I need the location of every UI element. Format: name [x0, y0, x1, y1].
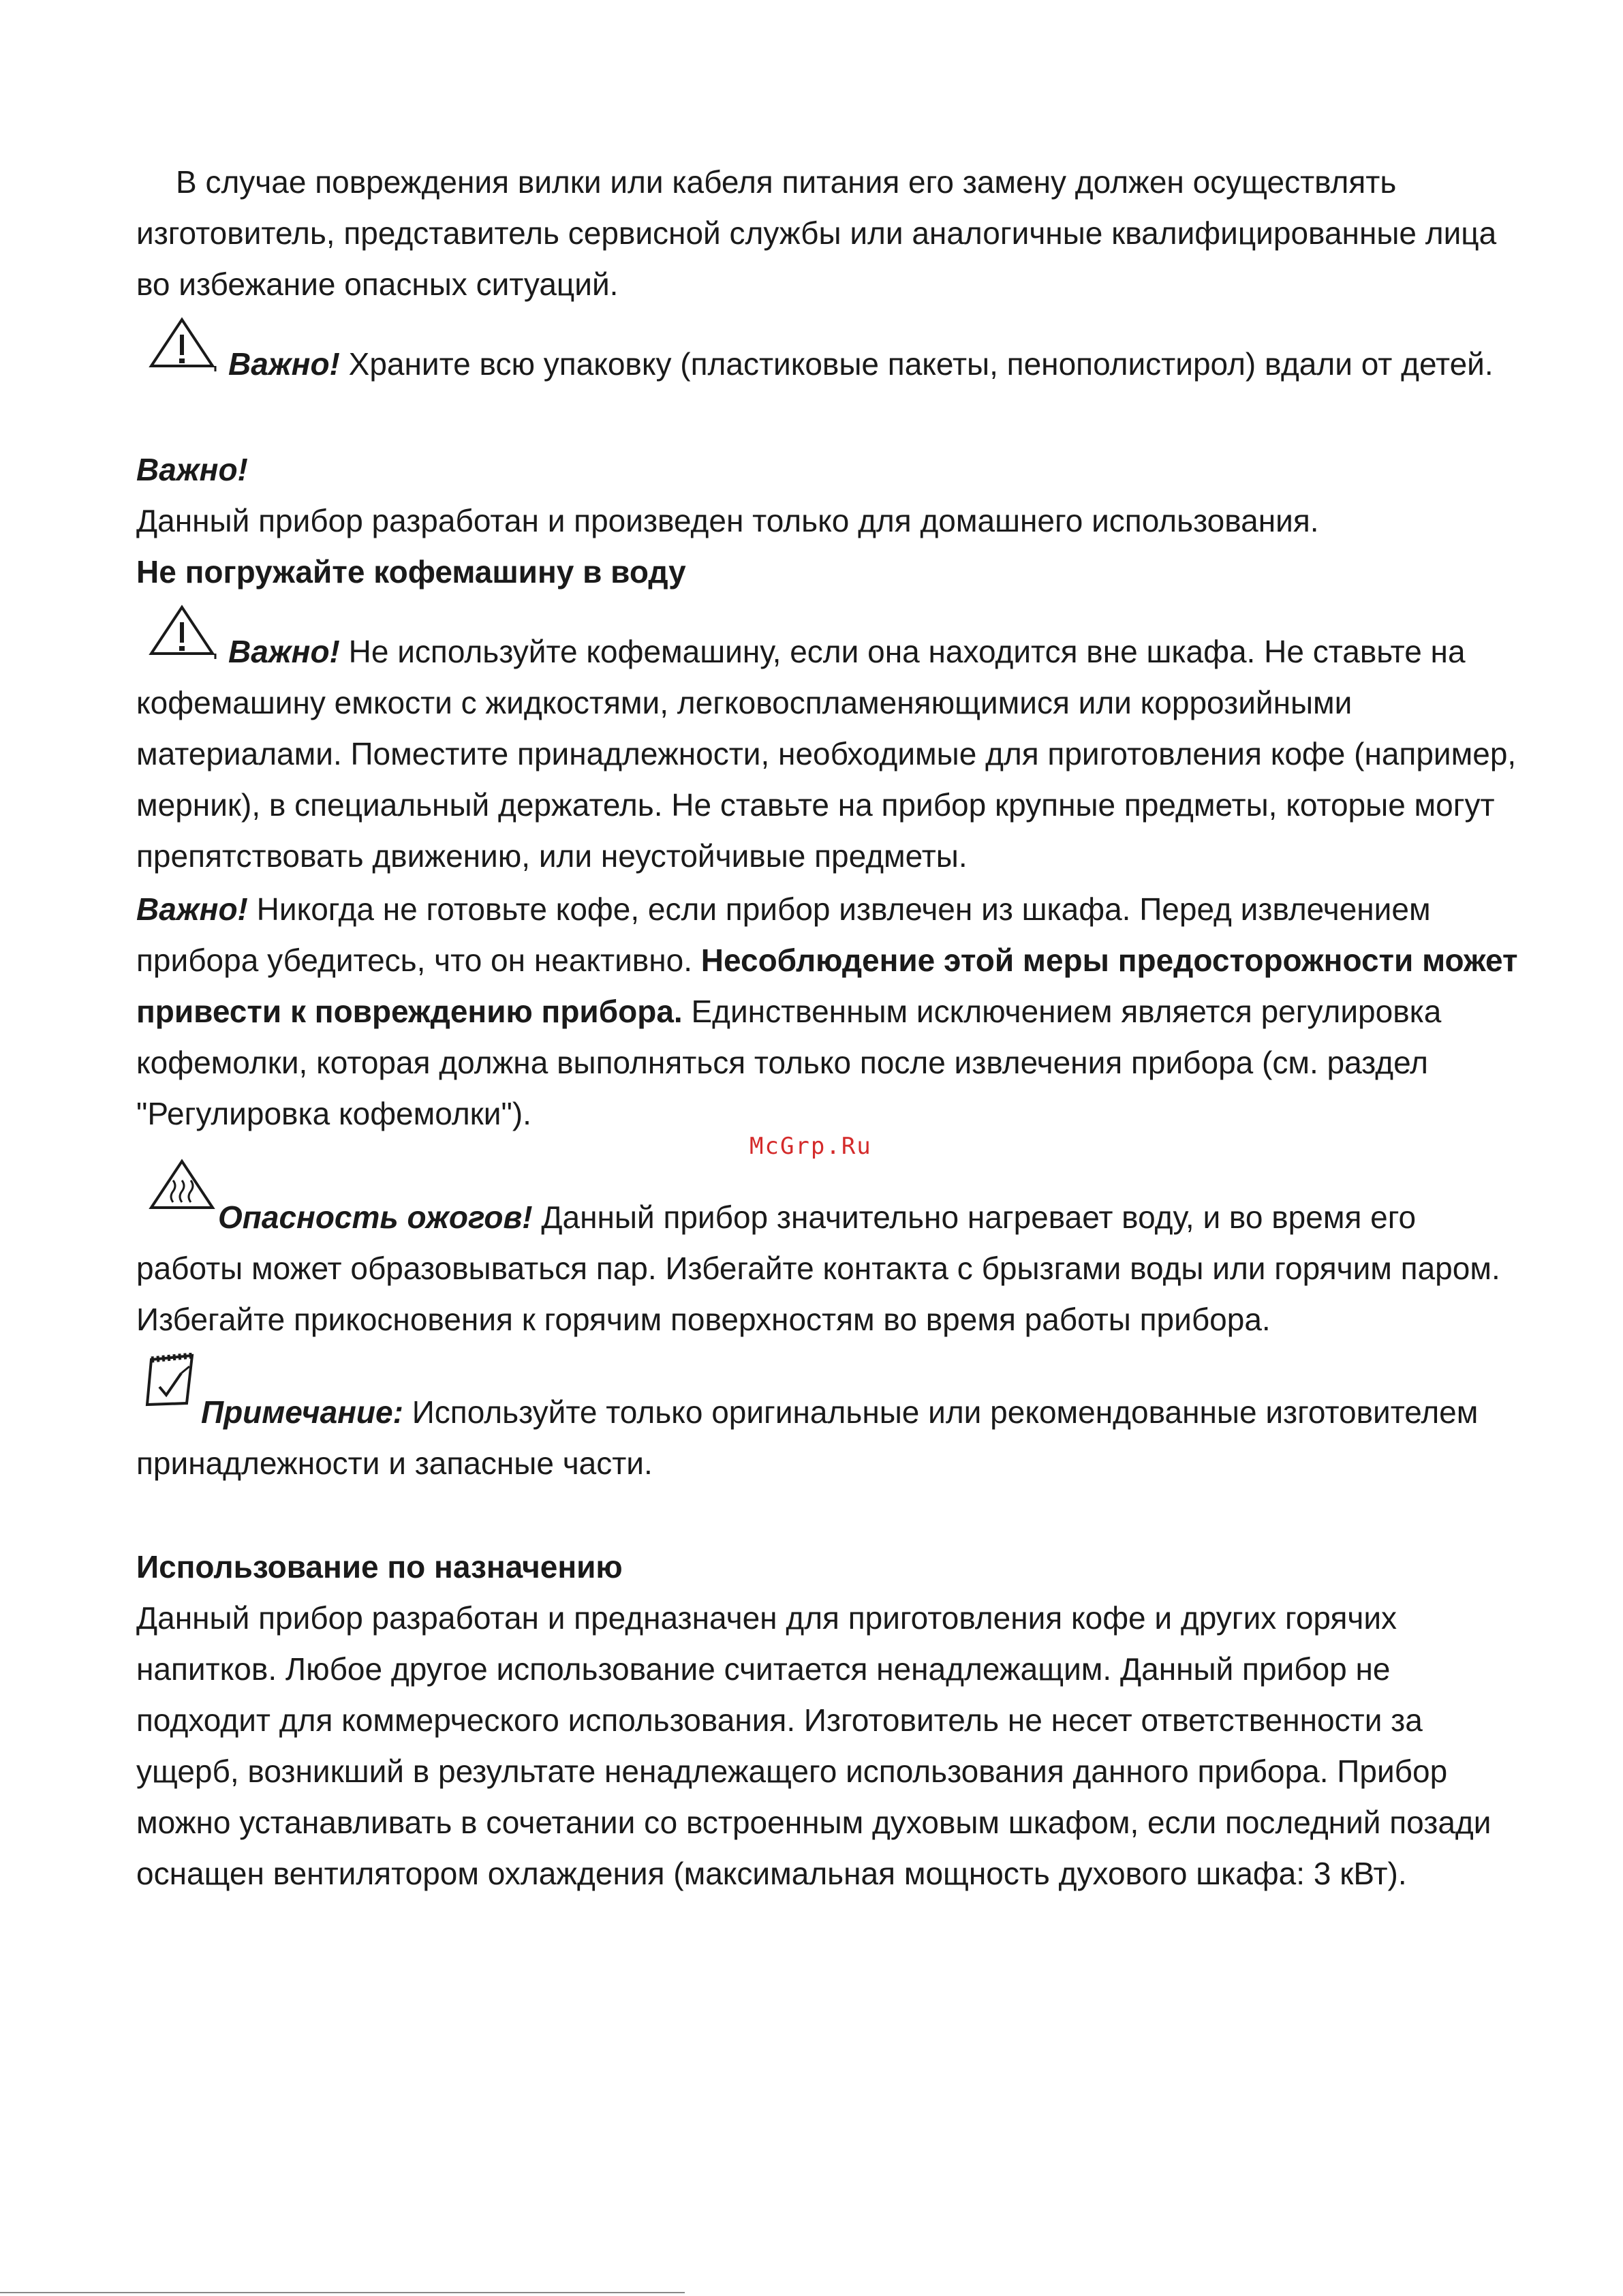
note-text: Используйте только оригинальные или рекомендованные изготовителем принадлежности и запасные части.	[136, 1394, 1479, 1481]
note-label: Примечание:	[201, 1394, 403, 1430]
footer-divider	[0, 2292, 685, 2293]
paragraph-intended-use: Данный прибор разработан и предназначен для приготовления кофе и других горячих напитков. Любое другое использование считается ненадлежащим. Данный прибор не подходит для коммерческого использования. Изготовитель не несет ответственности за ущерб, возникший в результате ненадлежащего использования данного прибора. Прибор можно устанавливать в сочетании со встроенным духовым шкафом, если последний позади оснащен вентилятором охлаждения (максимальная мощность духового шкафа: 3 кВт).	[136, 1600, 1491, 1891]
section-heading-intended-use: Использование по назначению	[136, 1549, 623, 1585]
paragraph-packaging-warning	[136, 339, 1519, 390]
paragraph-burn-warning	[136, 1192, 1519, 1345]
important-heading: Важно!	[136, 452, 248, 487]
paragraph-cable-replacement: В случае повреждения вилки или кабеля питания его замену должен осуществлять изготовитель, представитель сервисной службы или аналогичные квалифицированные лица во избежание опасных ситуаций.	[136, 164, 1497, 302]
paragraph-cabinet-warning	[136, 626, 1519, 882]
watermark: McGrp.Ru	[749, 1133, 872, 1160]
paragraph-home-use: Данный прибор разработан и произведен только для домашнего использования.	[136, 503, 1319, 538]
warning-text: Никогда не готовьте кофе, если прибор извлечен из шкафа. Перед извлечением прибора убедитесь, что он неактивно.	[136, 891, 1431, 978]
paragraph-note	[136, 1387, 1519, 1489]
burn-danger-label: Опасность ожогов!	[218, 1199, 533, 1235]
warning-text: Не используйте кофемашину, если она находится вне шкафа. Не ставьте на кофемашину емкости с жидкостями, легковоспламеняющимися или коррозийными материалами. Поместите принадлежности, необходимые для приготовления кофе (например, мерник), в специальный держатель. Не ставьте на прибор крупные предметы, которые могут препятствовать движению, или неустойчивые предметы.	[136, 634, 1517, 874]
paragraph-extraction-warning	[136, 884, 1519, 1139]
important-label: Важно!	[136, 891, 248, 927]
heading-no-water: Не погружайте кофемашину в воду	[136, 554, 686, 590]
warning-text: Данный прибор значительно нагревает воду, и во время его работы может образовываться пар. Избегайте контакта с брызгами воды или горячим паром. Избегайте прикосновения к горячим поверхностям во время работы прибора.	[136, 1199, 1500, 1337]
important-label: Важно!	[228, 346, 340, 382]
warning-text-tail: Единственным исключением является регулировка кофемолки, которая должна выполняться только после извлечения прибора (см. раздел "Регулировка кофемолки").	[136, 994, 1442, 1131]
bold-warning-text: Несоблюдение этой меры предосторожности может привести к повреждению прибора.	[136, 943, 1518, 1029]
important-label: Важно!	[228, 634, 340, 669]
warning-text: Храните всю упаковку (пластиковые пакеты, пенополистирол) вдали от детей.	[339, 346, 1494, 382]
